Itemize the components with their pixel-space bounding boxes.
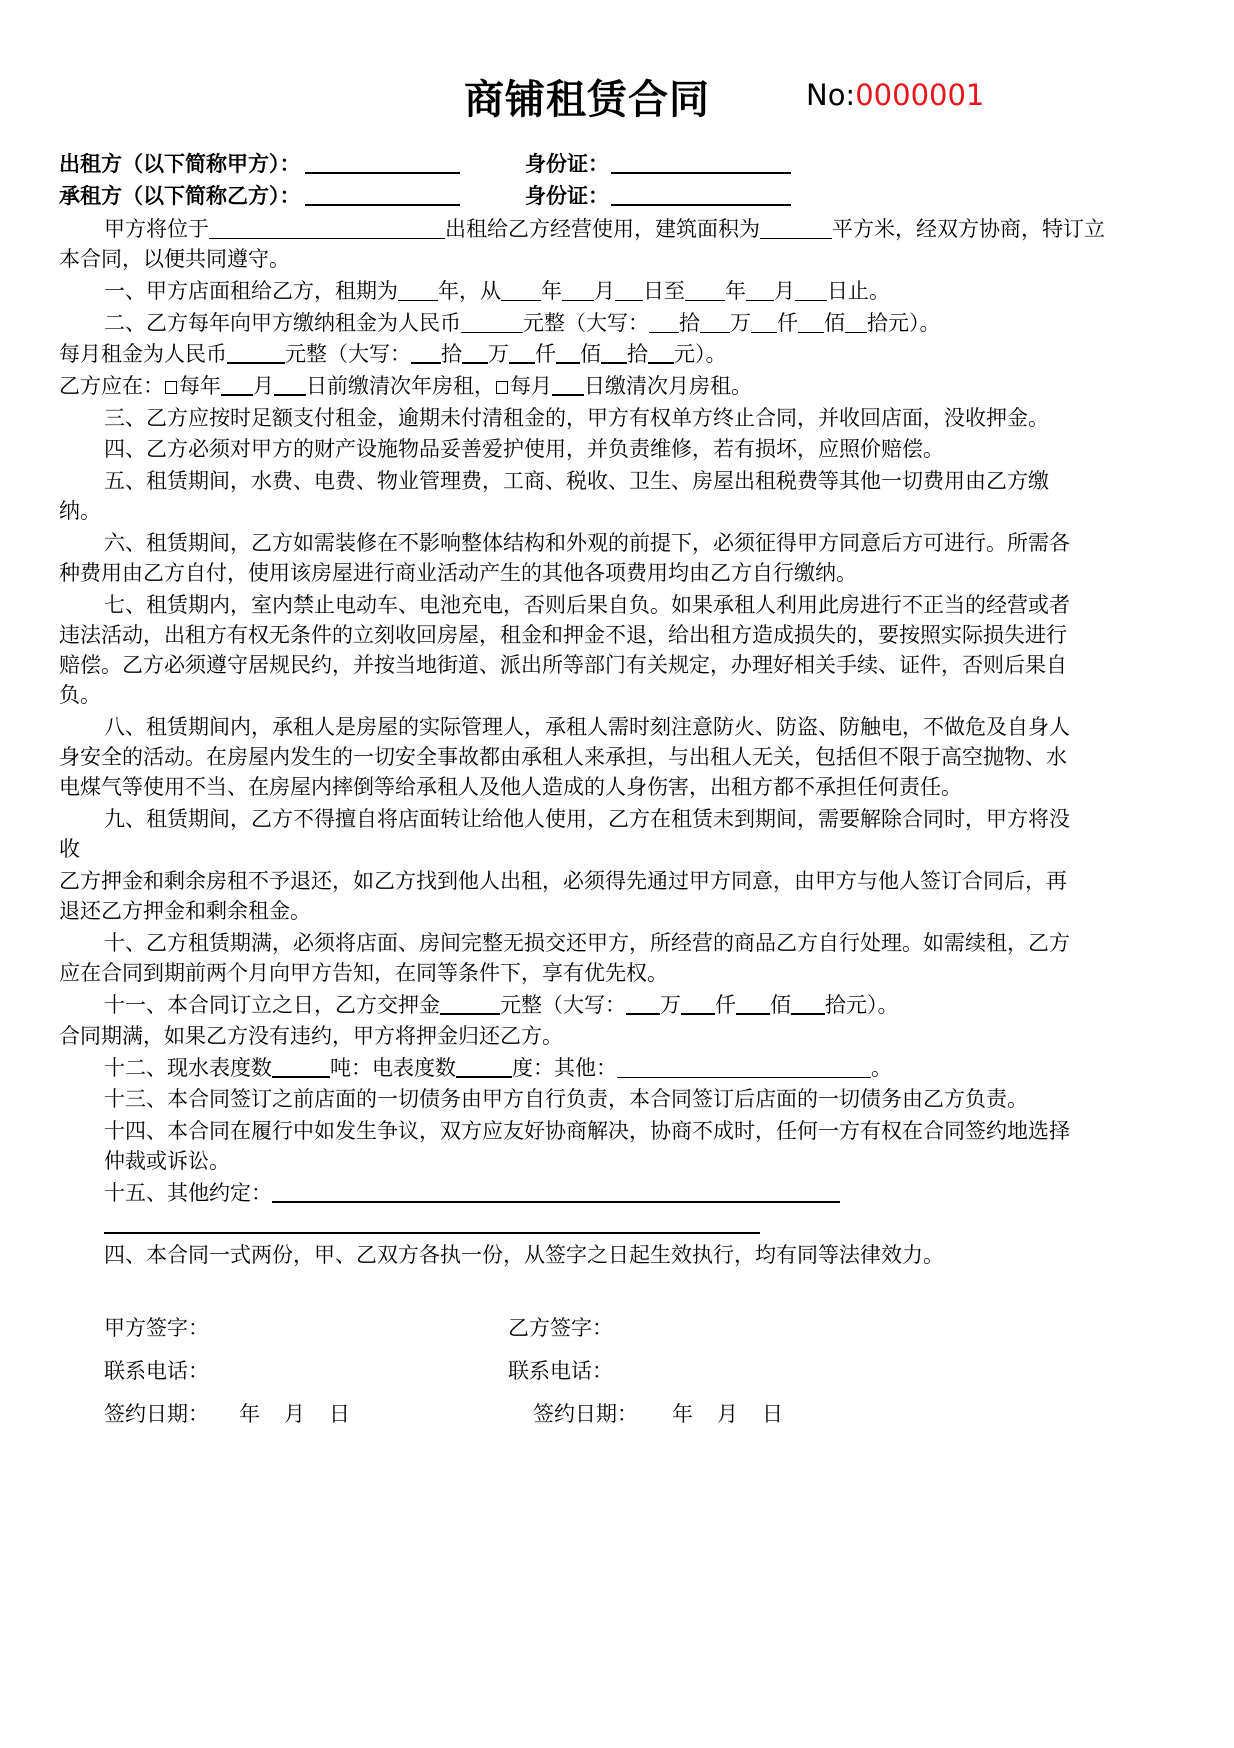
clause-10-line-2: 应在合同到期前两个月向甲方告知，在同等条件下，享有优先权。 bbox=[59, 961, 668, 985]
lessor-row bbox=[59, 149, 460, 179]
c2-text: 仟 bbox=[777, 311, 798, 335]
c2-text: 二、乙方每年向甲方缴纳租金为人民币 bbox=[104, 311, 461, 335]
clause-7-line-1: 七、租赁期内，室内禁止电动车、电池充电，否则后果自负。如果承租人利用此房进行不正当的经营或者 bbox=[104, 593, 1070, 617]
party-b-phone-label: 联系电话： bbox=[508, 1359, 613, 1383]
c1-text: 日止。 bbox=[827, 279, 890, 303]
lessor-label: 出租方（以下简称甲方）： bbox=[59, 152, 301, 176]
c2-text: 拾元）。 bbox=[867, 311, 941, 335]
lessee-id-blank bbox=[611, 184, 791, 206]
clause-13: 十三、本合同签订之前店面的一切债务由甲方自行负责，本合同签订后店面的一切债务由乙方负责。 bbox=[104, 1087, 1028, 1111]
c11-text: 仟 bbox=[715, 993, 736, 1017]
blank bbox=[649, 312, 679, 333]
clause-14-line-2: 仲裁或诉讼。 bbox=[104, 1149, 230, 1173]
lessee-name-blank bbox=[305, 184, 460, 206]
start-month-blank bbox=[562, 280, 594, 301]
c2-text: 万 bbox=[730, 311, 751, 335]
clause-15 bbox=[104, 1178, 840, 1208]
clause-2-monthly bbox=[59, 339, 727, 369]
intro-text-c: 平方米，经双方协商，特订立 bbox=[832, 217, 1105, 241]
c1-text: 年 bbox=[725, 279, 746, 303]
day-label: 日 bbox=[762, 1402, 783, 1426]
intro-text-b: 出租给乙方经营使用，建筑面积为 bbox=[445, 217, 760, 241]
document-title: 商铺租赁合同 bbox=[464, 77, 710, 123]
blank bbox=[736, 993, 770, 1015]
c2b-text: 万 bbox=[488, 342, 509, 366]
c2c-text: 日前缴清次年房租， bbox=[306, 374, 495, 398]
clause-11-return: 合同期满，如果乙方没有违约，甲方将押金归还乙方。 bbox=[59, 1024, 563, 1048]
c1-text: 年，从 bbox=[438, 279, 501, 303]
doc-no-label: No: bbox=[806, 78, 856, 112]
c11-text: 元整（大写： bbox=[500, 993, 626, 1017]
lessor-id-label: 身份证： bbox=[525, 152, 609, 176]
clause-9-line-1: 九、租赁期间，乙方不得擅自将店面转让给他人使用，乙方在租赁未到期间，需要解除合同时，甲方将没 bbox=[104, 807, 1070, 831]
year-label: 年 bbox=[239, 1402, 260, 1426]
clause-8-line-2: 身安全的活动。在房屋内发生的一切安全事故都由承租人来承担，与出租人无关，包括但不限于高空抛物、水 bbox=[59, 745, 1067, 769]
intro-text-a: 甲方将位于 bbox=[104, 217, 209, 241]
c2-text: 拾 bbox=[679, 311, 700, 335]
c12-text: 十二、现水表度数 bbox=[104, 1056, 272, 1080]
clause-9-line-4: 退还乙方押金和剩余租金。 bbox=[59, 899, 311, 923]
party-b-date-row bbox=[533, 1399, 783, 1429]
end-day-blank bbox=[795, 280, 827, 301]
clause-8-line-3: 电煤气等使用不当、在房屋内摔倒等给承租人及他人造成的人身伤害，出租方都不承担任何责任。 bbox=[59, 775, 962, 799]
date-label: 签约日期： bbox=[533, 1402, 638, 1426]
doc-no-value: 0000001 bbox=[855, 78, 985, 112]
lessor-id-row bbox=[525, 149, 791, 179]
deposit-blank bbox=[440, 993, 500, 1015]
clause-9-line-2: 收 bbox=[59, 837, 80, 861]
c12-text: 度：其他： bbox=[512, 1056, 617, 1080]
blank bbox=[601, 342, 627, 364]
other-terms-blank bbox=[272, 1181, 840, 1203]
c2-text: 元整（大写： bbox=[523, 311, 649, 335]
c11-text: 十一、本合同订立之日，乙方交押金 bbox=[104, 993, 440, 1017]
c1-text: 月 bbox=[594, 279, 615, 303]
c2c-text: 乙方应在： bbox=[59, 374, 164, 398]
clause-7-line-4: 负。 bbox=[59, 683, 101, 707]
c1-text: 一、甲方店面租给乙方，租期为 bbox=[104, 279, 398, 303]
clause-9-line-3: 乙方押金和剩余房租不予退还，如乙方找到他人出租，必须得先通过甲方同意，由甲方与他人签订合同后，再 bbox=[59, 869, 1067, 893]
party-a-date-row bbox=[104, 1399, 350, 1429]
year-label: 年 bbox=[672, 1402, 693, 1426]
clause-2 bbox=[104, 308, 941, 338]
blank bbox=[626, 993, 660, 1015]
c2c-text: 每月 bbox=[510, 374, 552, 398]
c2-text: 佰 bbox=[824, 311, 845, 335]
c2b-text: 拾 bbox=[627, 342, 648, 366]
lessee-label: 承租方（以下简称乙方）： bbox=[59, 184, 301, 208]
lessee-id-label: 身份证： bbox=[525, 184, 609, 208]
blank bbox=[845, 312, 867, 333]
blank bbox=[791, 993, 825, 1015]
c2b-text: 元整（大写： bbox=[285, 342, 411, 366]
end-month-blank bbox=[746, 280, 774, 301]
term-years-blank bbox=[398, 280, 438, 301]
lessee-row bbox=[59, 181, 460, 211]
clause-12 bbox=[104, 1053, 892, 1083]
blank bbox=[681, 993, 715, 1015]
c2c-text: 每年 bbox=[179, 374, 221, 398]
c11-text: 拾元）。 bbox=[825, 993, 899, 1017]
clause-4: 四、乙方必须对甲方的财产设施物品妥善爱护使用，并负责维修，若有损坏，应照价赔偿。 bbox=[104, 437, 944, 461]
c2b-text: 拾 bbox=[441, 342, 462, 366]
c12-text: 吨：电表度数 bbox=[330, 1056, 456, 1080]
clause-8-line-1: 八、租赁期间内，承租人是房屋的实际管理人，承租人需时刻注意防火、防盗、防触电，不做危及自身人 bbox=[104, 715, 1070, 739]
c1-text: 日至 bbox=[643, 279, 685, 303]
party-b-signature-label: 乙方签字： bbox=[508, 1316, 613, 1340]
lessor-id-blank bbox=[611, 152, 791, 174]
blank bbox=[462, 342, 488, 364]
yearly-checkbox[interactable] bbox=[165, 381, 177, 394]
area-blank bbox=[760, 218, 832, 239]
end-year-blank bbox=[685, 280, 725, 301]
annual-rent-blank bbox=[461, 312, 523, 333]
location-blank bbox=[209, 218, 445, 239]
clause-11 bbox=[104, 990, 899, 1020]
blank bbox=[798, 312, 824, 333]
month-label: 月 bbox=[717, 1402, 738, 1426]
other-terms-line-2 bbox=[104, 1232, 760, 1234]
blank bbox=[556, 342, 580, 364]
clause-14-line-1: 十四、本合同在履行中如发生争议，双方应友好协商解决，协商不成时，任何一方有权在合同签约地选择 bbox=[104, 1119, 1070, 1143]
clause-7-line-2: 违法活动，出租方有权无条件的立刻收回房屋，租金和押金不退，给出租方造成损失的，要按照实际损失进行 bbox=[59, 623, 1067, 647]
intro-line-2: 本合同，以便共同遵守。 bbox=[59, 247, 290, 271]
c2b-text: 元）。 bbox=[674, 342, 727, 366]
c11-text: 佰 bbox=[770, 993, 791, 1017]
clause-10-line-1: 十、乙方租赁期满，必须将店面、房间完整无损交还甲方，所经营的商品乙方自行处理。如需续租，乙方 bbox=[104, 931, 1070, 955]
other-blank bbox=[617, 1057, 871, 1078]
lessee-id-row bbox=[525, 181, 791, 211]
c12-text: 。 bbox=[871, 1056, 892, 1080]
clause-copies: 四、本合同一式两份，甲、乙双方各执一份，从签字之日起生效执行，均有同等法律效力。 bbox=[104, 1243, 944, 1267]
blank bbox=[411, 342, 441, 364]
start-day-blank bbox=[615, 280, 643, 301]
party-a-signature-label: 甲方签字： bbox=[104, 1316, 209, 1340]
lessor-name-blank bbox=[305, 152, 460, 174]
party-a-phone-label: 联系电话： bbox=[104, 1359, 209, 1383]
c2c-text: 月 bbox=[253, 374, 274, 398]
c11-text: 万 bbox=[660, 993, 681, 1017]
clause-6-line-1: 六、租赁期间，乙方如需装修在不影响整体结构和外观的前提下，必须征得甲方同意后方可进行。所需各 bbox=[104, 531, 1070, 555]
clause-3: 三、乙方应按时足额支付租金，逾期未付清租金的，甲方有权单方终止合同，并收回店面，没收押金。 bbox=[104, 406, 1049, 430]
power-meter-blank bbox=[456, 1056, 512, 1078]
c2c-text: 日缴清次月房租。 bbox=[584, 374, 752, 398]
clause-5-line-2: 纳。 bbox=[59, 499, 101, 523]
clause-2-due bbox=[59, 371, 752, 401]
blank bbox=[700, 312, 730, 333]
start-year-blank bbox=[501, 280, 541, 301]
c2b-text: 佰 bbox=[580, 342, 601, 366]
monthly-due-day-blank bbox=[552, 374, 584, 396]
date-label: 签约日期： bbox=[104, 1402, 209, 1426]
clause-5-line-1: 五、租赁期间，水费、电费、物业管理费，工商、税收、卫生、房屋出租税费等其他一切费用由乙方缴 bbox=[104, 469, 1049, 493]
blank bbox=[648, 342, 674, 364]
day-label: 日 bbox=[329, 1402, 350, 1426]
monthly-checkbox[interactable] bbox=[496, 381, 508, 394]
clause-1 bbox=[104, 276, 890, 306]
water-meter-blank bbox=[272, 1056, 330, 1078]
clause-6-line-2: 种费用由乙方自付，使用该房屋进行商业活动产生的其他各项费用均由乙方自行缴纳。 bbox=[59, 561, 857, 585]
blank bbox=[509, 342, 535, 364]
intro-line-1 bbox=[104, 214, 1105, 244]
c2b-text: 每月租金为人民币 bbox=[59, 342, 227, 366]
due-month-blank bbox=[221, 374, 253, 396]
c2b-text: 仟 bbox=[535, 342, 556, 366]
c15-text: 十五、其他约定： bbox=[104, 1181, 272, 1205]
document-number bbox=[806, 78, 984, 112]
c1-text: 年 bbox=[541, 279, 562, 303]
month-label: 月 bbox=[284, 1402, 305, 1426]
c1-text: 月 bbox=[774, 279, 795, 303]
due-day-blank bbox=[274, 374, 306, 396]
monthly-rent-blank bbox=[227, 342, 285, 364]
blank bbox=[751, 312, 777, 333]
clause-7-line-3: 赔偿。乙方必须遵守居规民约，并按当地街道、派出所等部门有关规定，办理好相关手续、证件，否则后果自 bbox=[59, 653, 1067, 677]
